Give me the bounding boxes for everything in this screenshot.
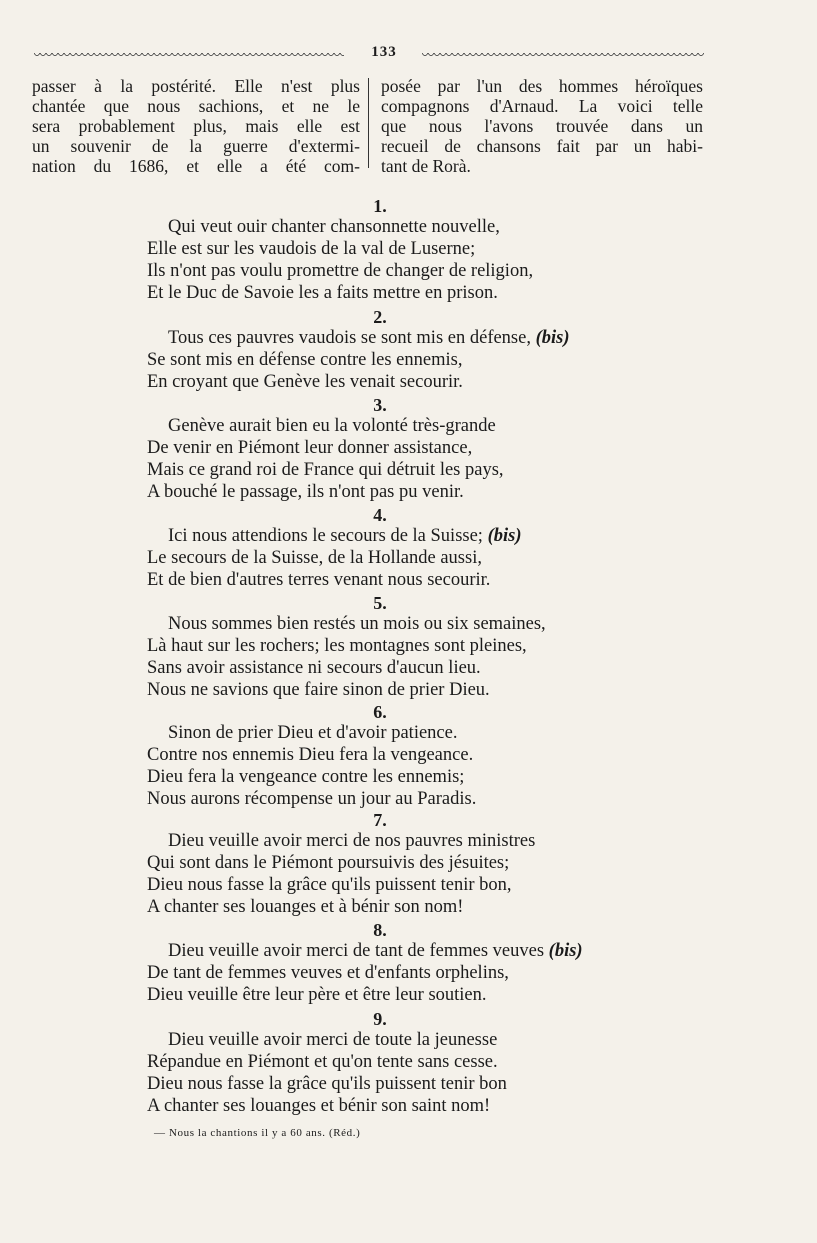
bis-marker: (bis) xyxy=(535,328,570,348)
intro-line: tant de Rorà. xyxy=(381,156,471,176)
verse-line: Dieu veuille avoir merci de nos pauvres ministres xyxy=(168,831,536,851)
stanza-number: 6. xyxy=(373,702,387,722)
verse-line: Se sont mis en défense contre les ennemis, xyxy=(147,350,463,370)
stanza-number: 4. xyxy=(373,505,387,525)
verse-line: Dieu veuille être leur père et être leur soutien. xyxy=(147,985,487,1005)
stanza-number: 2. xyxy=(373,307,387,327)
verse-line: Le secours de la Suisse, de la Hollande aussi, xyxy=(147,548,482,568)
column-divider xyxy=(368,78,369,168)
verse-line: Nous ne savions que faire sinon de prier Dieu. xyxy=(147,680,490,700)
intro-line: sera probablement plus, mais elle est xyxy=(32,116,360,136)
verse-line: De tant de femmes veuves et d'enfants orphelins, xyxy=(147,963,509,983)
ornament-rule-left xyxy=(34,53,344,59)
intro-line: que nous l'avons trouvée dans un xyxy=(381,116,703,136)
intro-column-right xyxy=(381,76,703,176)
verse-line: Genève aurait bien eu la volonté très-grande xyxy=(168,416,496,436)
stanza-number: 3. xyxy=(373,395,387,415)
verse-line: Qui veut ouir chanter chansonnette nouvelle, xyxy=(168,217,500,237)
ornament-rule-right xyxy=(422,53,704,59)
verse-text: Ici nous attendions le secours de la Suisse; xyxy=(168,526,483,546)
intro-line: chantée que nous sachions, et ne le xyxy=(32,96,360,116)
intro-column-left xyxy=(32,76,360,176)
verse-line xyxy=(168,941,583,962)
verse-line: Sans avoir assistance ni secours d'aucun lieu. xyxy=(147,658,481,678)
verse-line: Contre nos ennemis Dieu fera la vengeance. xyxy=(147,745,474,765)
intro-line: nation du 1686, et elle a été com- xyxy=(32,156,360,176)
stanza-number: 5. xyxy=(373,593,387,613)
verse-line: En croyant que Genève les venait secourir. xyxy=(147,372,463,392)
stanza-number: 8. xyxy=(373,920,387,940)
verse-line: Nous sommes bien restés un mois ou six semaines, xyxy=(168,614,546,634)
stanza-number: 7. xyxy=(373,810,387,830)
verse-line: Mais ce grand roi de France qui détruit les pays, xyxy=(147,460,504,480)
footnote: — Nous la chantions il y a 60 ans. (Réd.) xyxy=(154,1127,361,1139)
intro-line: un souvenir de la guerre d'extermi- xyxy=(32,136,360,156)
verse-text: Dieu veuille avoir merci de tant de femmes veuves xyxy=(168,941,545,961)
verse-line: Sinon de prier Dieu et d'avoir patience. xyxy=(168,723,458,743)
intro-line: posée par l'un des hommes héroïques xyxy=(381,76,703,96)
verse-line: Et le Duc de Savoie les a faits mettre en prison. xyxy=(147,283,498,303)
verse-line: A chanter ses louanges et bénir son saint nom! xyxy=(147,1096,491,1116)
bis-marker: (bis) xyxy=(548,941,583,961)
intro-line: recueil de chansons fait par un habi- xyxy=(381,136,703,156)
verse-line: Répandue en Piémont et qu'on tente sans cesse. xyxy=(147,1052,498,1072)
stanza-number: 1. xyxy=(373,196,387,216)
verse-line: Dieu nous fasse la grâce qu'ils puissent tenir bon, xyxy=(147,875,512,895)
stanza-number: 9. xyxy=(373,1009,387,1029)
verse-line: Dieu nous fasse la grâce qu'ils puissent tenir bon xyxy=(147,1074,507,1094)
verse-line: Dieu veuille avoir merci de toute la jeunesse xyxy=(168,1030,498,1050)
verse-line: Nous aurons récompense un jour au Paradis. xyxy=(147,789,477,809)
page-header xyxy=(34,44,704,64)
verse-line: Et de bien d'autres terres venant nous secourir. xyxy=(147,570,491,590)
verse-line xyxy=(168,526,522,547)
verse-line: Ils n'ont pas voulu promettre de changer de religion, xyxy=(147,261,534,281)
verse-line: A bouché le passage, ils n'ont pas pu venir. xyxy=(147,482,464,502)
intro-line: passer à la postérité. Elle n'est plus xyxy=(32,76,360,96)
verse-line: Dieu fera la vengeance contre les ennemis; xyxy=(147,767,465,787)
verse-line: A chanter ses louanges et à bénir son nom! xyxy=(147,897,464,917)
page-number: 133 xyxy=(371,44,397,60)
verse-line: Là haut sur les rochers; les montagnes sont pleines, xyxy=(147,636,527,656)
verse-line: De venir en Piémont leur donner assistance, xyxy=(147,438,473,458)
verse-text: Tous ces pauvres vaudois se sont mis en défense, xyxy=(168,328,531,348)
bis-marker: (bis) xyxy=(487,526,522,546)
intro-line: compagnons d'Arnaud. La voici telle xyxy=(381,96,703,116)
verse-line xyxy=(168,328,570,349)
verse-line: Qui sont dans le Piémont poursuivis des jésuites; xyxy=(147,853,510,873)
verse-line: Elle est sur les vaudois de la val de Luserne; xyxy=(147,239,476,259)
